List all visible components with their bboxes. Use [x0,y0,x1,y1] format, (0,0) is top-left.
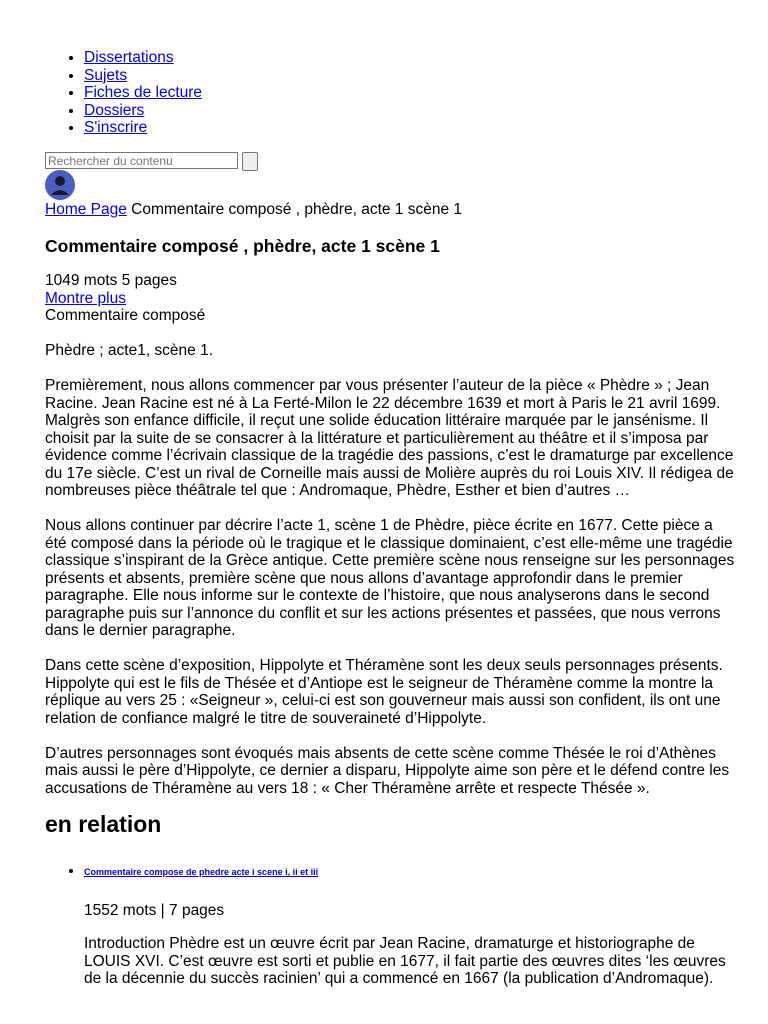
article-paragraph: Premièrement, nous allons commencer par vous présenter l’auteur de la pièce « Phèdre » ; Jean Racine. Jean Racine est né à La Ferté-Milon le 22 décembre 1639 et mort à Paris le 21 avril 1699. Malgrès son enfance difficile, il reçut une solide éducation littéraire marquée par le jansénisme. Il choisit par la suite de se consacrer à la littérature et particulièrement au théâtre et il s’imposa par évidence comme l’écrivain classique de la tragédie des passions, c’est le dramaturge par excellence du 17e siècle. C’est un rival de Corneille mais aussi de Molière auprès du roi Louis XIV. Il rédigea de nombreuses pièce théâtrale tel que : Andromaque, Phèdre, Esther et bien d’autres … [45,377,734,499]
breadcrumb [45,201,462,219]
search-input[interactable] [45,152,238,169]
related-item-link[interactable]: Commentaire compose de phedre acte i scene i, ii et iii [84,867,319,877]
nav-item-dissertations [84,49,202,67]
breadcrumb-home-link[interactable]: Home Page [45,201,127,218]
article-paragraph: Phèdre ; acte1, scène 1. [45,342,214,359]
article-stats: 1049 mots 5 pages [45,272,177,289]
main-nav [45,49,202,137]
nav-item-sujets [84,67,202,85]
related-item-stats: 1552 mots | 7 pages [84,901,225,919]
related-heading: en relation [45,811,162,837]
search-button[interactable] [242,152,258,171]
nav-item-dossiers [84,102,202,120]
article-paragraph: Nous allons continuer par décrire l’acte 1, scène 1 de Phèdre, pièce écrite en 1677. Cette pièce a été composé dans la période où le tragique et le classique dominaient, c’est elle-même une tragédie classique s’inspirant de la Grèce antique. Cette première scène nous renseigne sur les personnages présents et absents, première scène que nous allons d’avantage approfondir dans le premier paragraphe. Elle nous informe sur le contexte de l’histoire, que nous analyserons dans le second paragraphe puis sur l’annonce du conflit et sur les actions présentes et passées, que nous verrons dans le dernier paragraphe. [45,517,735,639]
show-more-link[interactable]: Montre plus [45,289,126,307]
article-subtitle: Commentaire composé [45,307,206,324]
article-paragraph: D’autres personnages sont évoqués mais absents de cette scène comme Thésée le roi d’Athènes mais aussi le père d’Hippolyte, ce dernier a disparu, Hippolyte aime son père et le défend contre les accusations de Théramène au vers 18 : « Cher Théramène arrête et respecte Thésée ». [45,744,730,797]
article-body [45,342,735,815]
article-paragraph: Dans cette scène d’exposition, Hippolyte et Théramène sont les deux seuls personnages présents. Hippolyte qui est le fils de Thésée et d’Antiope est le seigneur de Théramène comme la montre la réplique au vers 25 : «Seigneur », celui-ci est son gouverneur mais aussi son confident, ils ont une relation de confiance malgré le titre de souveraineté d’Hippolyte. [45,657,723,727]
nav-link-sujets[interactable]: Sujets [84,66,128,84]
nav-item-fiches [84,84,202,102]
nav-item-signup [84,119,202,137]
related-item-excerpt: Introduction Phèdre est un œuvre écrit par Jean Racine, dramaturge et historiographe de LOUIS XVI. C’est œuvre est sorti et publie en 1677, il fait partie des œuvres dites ‘les œuvres de la décennie du succès racinien’ qui a commencé en 1667 (la publication d’Andromaque). [84,935,726,987]
nav-link-fiches[interactable]: Fiches de lecture [84,84,203,101]
search-form [45,152,258,171]
article-meta [45,272,205,325]
page-title: Commentaire composé , phèdre, acte 1 scène 1 [45,236,440,256]
related-list [45,862,734,988]
nav-link-signup[interactable]: S'inscrire [84,119,148,136]
user-avatar[interactable] [45,170,75,200]
nav-link-dissertations[interactable]: Dissertations [84,49,174,66]
related-item [84,862,734,988]
breadcrumb-current: Commentaire composé , phèdre, acte 1 scène 1 [131,201,463,218]
nav-link-dossiers[interactable]: Dossiers [84,101,145,119]
user-icon [45,170,75,200]
